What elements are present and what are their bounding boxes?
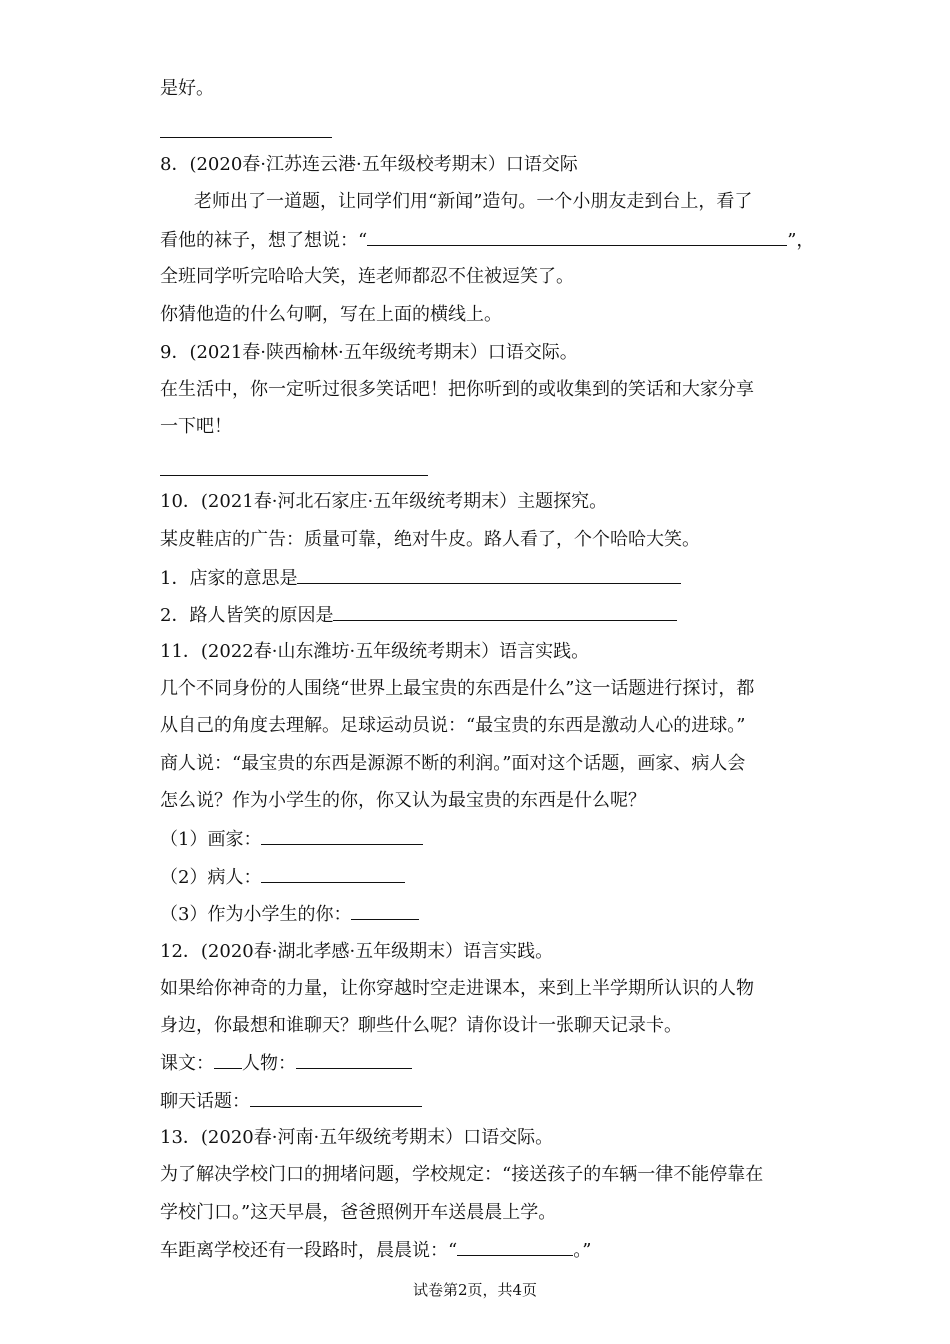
text-span: 看他的袜子，想了想说：“ (160, 230, 368, 251)
text-span: 1．店家的意思是 (160, 568, 298, 589)
text-span: （3）作为小学生的你： (160, 904, 352, 925)
text-line (160, 602, 800, 629)
text-span: （1）画家： (160, 829, 262, 850)
text-line: 如果给你神奇的力量，让你穿越时空走进课本，来到上半学期所认识的人物 (160, 978, 754, 999)
text-line: 一下吧！ (160, 416, 232, 437)
answer-blank[interactable] (250, 1088, 422, 1107)
text-line: 为了解决学校门口的拥堵问题，学校规定：“接送孩子的车辆一律不能停靠在 (160, 1164, 764, 1185)
answer-blank[interactable] (367, 227, 787, 246)
text-line: 学校门口。”这天早晨，爸爸照例开车送晨晨上学。 (160, 1202, 557, 1223)
text-line (160, 901, 800, 928)
answer-blank[interactable] (457, 1237, 573, 1256)
text-line: 在生活中，你一定听过很多笑话吧！把你听到的或收集到的笑话和大家分享 (160, 379, 754, 400)
text-line (160, 565, 800, 592)
answer-blank[interactable] (261, 864, 405, 883)
answer-line[interactable] (160, 475, 428, 476)
question-9-heading: 9．(2021春·陕西榆林·五年级统考期末）口语交际。 (160, 342, 578, 363)
text-line: 某皮鞋店的广告：质量可靠，绝对牛皮。路人看了，个个哈哈大笑。 (160, 529, 700, 550)
text-line: 几个不同身份的人围绕“世界上最宝贵的东西是什么”这一话题进行探讨，都 (160, 678, 755, 699)
answer-blank[interactable] (214, 1050, 242, 1069)
text-line (160, 826, 800, 853)
answer-blank[interactable] (296, 1050, 412, 1069)
text-span: 。” (573, 1240, 592, 1261)
text-line (160, 1237, 800, 1264)
text-line (160, 227, 815, 254)
text-line: 身边，你最想和谁聊天？聊些什么呢？请你设计一张聊天记录卡。 (160, 1015, 682, 1036)
text-span: 人物： (242, 1053, 296, 1074)
text-line (160, 864, 800, 891)
text-line: 你猜他造的什么句啊，写在上面的横线上。 (160, 304, 502, 325)
text-line: 从自己的角度去理解。足球运动员说：“最宝贵的东西是激动人心的进球。” (160, 715, 746, 736)
text-span: ”， (787, 230, 815, 251)
text-span: （2）病人： (160, 867, 262, 888)
text-span: 车距离学校还有一段路时，晨晨说：“ (160, 1240, 458, 1261)
text-line: 全班同学听完哈哈大笑，连老师都忍不住被逗笑了。 (160, 266, 574, 287)
question-10-heading: 10．(2021春·河北石家庄·五年级统考期末）主题探究。 (160, 491, 608, 512)
answer-blank[interactable] (333, 602, 677, 621)
text-span: 2．路人皆笑的原因是 (160, 605, 334, 626)
question-13-heading: 13．(2020春·河南·五年级统考期末）口语交际。 (160, 1127, 554, 1148)
text-line (160, 1088, 800, 1115)
text-line (160, 1050, 800, 1077)
page-footer: 试卷第2页，共4页 (412, 1281, 538, 1299)
answer-blank[interactable] (351, 901, 419, 920)
question-11-heading: 11．(2022春·山东潍坊·五年级统考期末）语言实践。 (160, 641, 590, 662)
text-line: 怎么说？作为小学生的你，你又认为最宝贵的东西是什么呢？ (160, 790, 646, 811)
question-8-heading: 8．(2020春·江苏连云港·五年级校考期末）口语交际 (160, 154, 578, 175)
answer-blank[interactable] (297, 565, 681, 584)
question-12-heading: 12．(2020春·湖北孝感·五年级期末）语言实践。 (160, 941, 554, 962)
text-line: 商人说：“最宝贵的东西是源源不断的利润。”面对这个话题，画家、病人会 (160, 753, 746, 774)
answer-line[interactable] (160, 137, 332, 138)
answer-blank[interactable] (261, 826, 423, 845)
text-line: 是好。 (160, 78, 214, 99)
text-span: 课文： (160, 1053, 214, 1074)
text-line: 老师出了一道题，让同学们用“新闻”造句。一个小朋友走到台上，看了 (194, 191, 753, 212)
text-span: 聊天话题： (160, 1091, 250, 1112)
